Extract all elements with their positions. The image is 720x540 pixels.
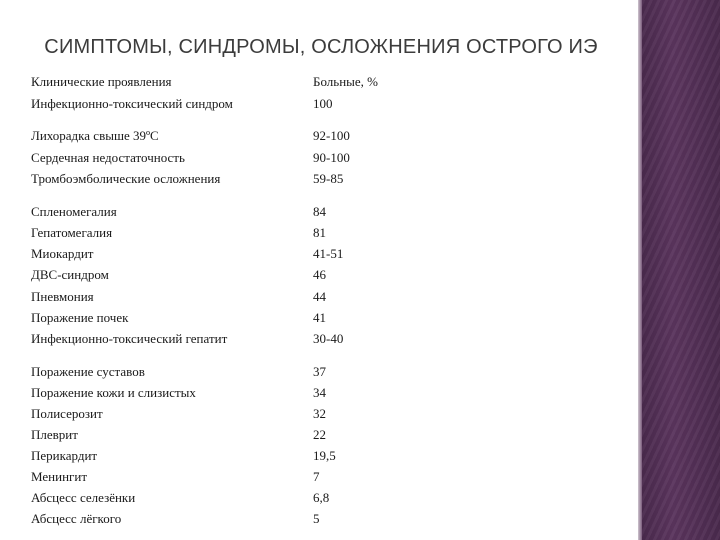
row-value: 34: [313, 385, 326, 400]
table-header: [0, 74, 642, 94]
row-value: 44: [313, 289, 326, 304]
row-label: Поражение суставов: [31, 364, 145, 379]
header-manifestations: Клинические проявления: [31, 74, 172, 89]
table-row: [0, 406, 642, 426]
row-value: 84: [313, 204, 326, 219]
row-value: 6,8: [313, 490, 330, 505]
table-row: [0, 385, 642, 405]
row-value: 90-100: [313, 150, 350, 165]
row-label: Гепатомегалия: [31, 225, 113, 240]
row-value: 92-100: [313, 128, 350, 143]
row-value: 41-51: [313, 246, 344, 261]
row-label: Пневмония: [31, 289, 94, 304]
header-patients-percent: Больные, %: [313, 74, 378, 89]
row-value: 37: [313, 364, 326, 379]
row-label: Абсцесс лёгкого: [31, 511, 122, 526]
row-label: Менингит: [31, 469, 87, 484]
table-row: [0, 225, 642, 245]
table-row: [0, 267, 642, 287]
row-value: 59-85: [313, 171, 344, 186]
slide-title: СИМПТОМЫ, СИНДРОМЫ, ОСЛОЖНЕНИЯ ОСТРОГО ИЭ: [44, 36, 598, 58]
table-row: [0, 128, 642, 148]
row-label: Спленомегалия: [31, 204, 117, 219]
table-row: [0, 511, 642, 531]
table-row: [0, 469, 642, 489]
table-row: [0, 204, 642, 224]
row-label: Перикардит: [31, 448, 98, 463]
row-label: Инфекционно-токсический синдром: [31, 96, 233, 111]
row-label: Плеврит: [31, 427, 78, 442]
row-label: ДВС-синдром: [31, 267, 109, 282]
table-row: [0, 331, 642, 351]
table-row: [0, 150, 642, 170]
table-row: [0, 171, 642, 191]
row-label: Поражение почек: [31, 310, 129, 325]
table-row: [0, 310, 642, 330]
row-value: 5: [313, 511, 320, 526]
row-value: 22: [313, 427, 326, 442]
table-row: [0, 246, 642, 266]
table-row: [0, 96, 642, 116]
row-value: 100: [313, 96, 333, 111]
row-label: Миокардит: [31, 246, 94, 261]
table-row: [0, 427, 642, 447]
row-value: 81: [313, 225, 326, 240]
row-value: 46: [313, 267, 326, 282]
row-label: Инфекционно-токсический гепатит: [31, 331, 228, 346]
row-value: 7: [313, 469, 320, 484]
table-row: [0, 289, 642, 309]
row-value: 41: [313, 310, 326, 325]
table-row: [0, 490, 642, 510]
row-label: Лихорадка свыше 39ºС: [31, 128, 159, 143]
table-row: [0, 364, 642, 384]
row-value: 19,5: [313, 448, 336, 463]
table-row: [0, 448, 642, 468]
row-label: Тромбоэмболические осложнения: [31, 171, 221, 186]
decorative-side-panel: [642, 0, 720, 540]
row-label: Абсцесс селезёнки: [31, 490, 136, 505]
row-label: Поражение кожи и слизистых: [31, 385, 196, 400]
row-label: Сердечная недостаточность: [31, 150, 185, 165]
row-label: Полисерозит: [31, 406, 103, 421]
row-value: 30-40: [313, 331, 344, 346]
row-value: 32: [313, 406, 326, 421]
